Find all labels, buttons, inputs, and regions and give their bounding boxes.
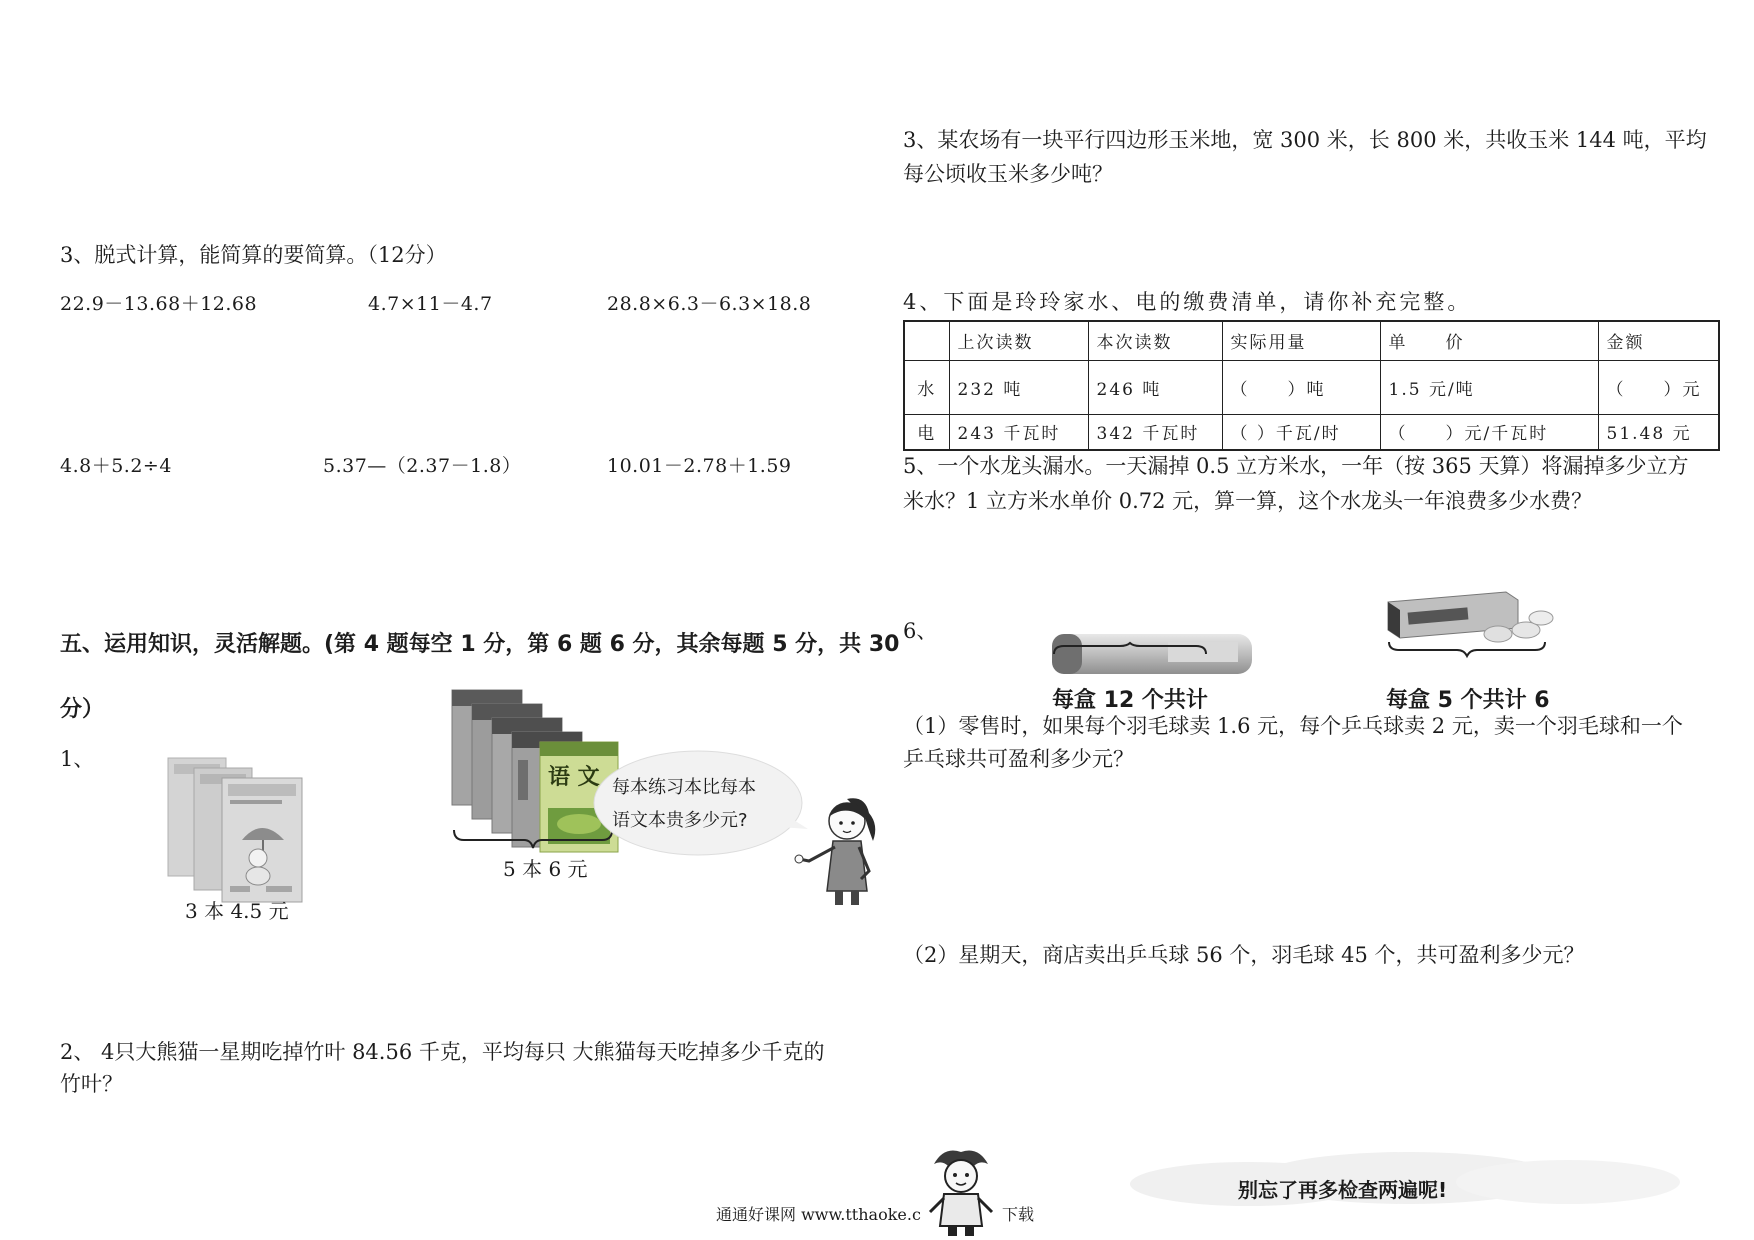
question-text: 每公顷收玉米多少吨？ <box>903 162 1113 186</box>
table-header-cell: 本次读数 <box>1088 321 1222 360</box>
section-heading-continued: 分） <box>60 697 105 722</box>
table-header-cell: 金额 <box>1598 321 1719 360</box>
bubble-line: 每本练习本比每本 <box>612 777 756 798</box>
bubble-line: 语文本贵多少元? <box>612 810 748 831</box>
table-cell: （ ）元/千瓦时 <box>1380 414 1598 450</box>
question-text: （1）零售时，如果每个羽毛球卖 1.6 元，每个乒乓球卖 2 元，卖一个羽毛球和一个 <box>903 714 1683 738</box>
table-header-cell <box>904 321 949 360</box>
calc-title: 3、脱式计算，能简算的要简算。（12分） <box>60 243 447 267</box>
question-text: 竹叶？ <box>60 1072 123 1096</box>
calc-expression: 4.7×11－4.7 <box>368 293 493 315</box>
section-heading: 五、运用知识，灵活解题。(第 4 题每空 1 分，第 6 题 6 分，其余每题 5 分，共 30 <box>60 632 900 657</box>
question-text: 5、一个水龙头漏水。一天漏掉 0.5 立方米水，一年（按 365 天算）将漏掉多少立方 <box>903 454 1689 478</box>
price-caption-clipped <box>1386 683 1586 713</box>
reminder-clipped <box>1238 1178 1478 1202</box>
calc-expression: 5.37—（2.37－1.8） <box>323 455 522 477</box>
price-caption: 3 本 4.5 元 <box>185 899 289 923</box>
calc-expression: 22.9－13.68＋12.68 <box>60 293 258 315</box>
table-header-cell: 上次读数 <box>949 321 1088 360</box>
question-text: 乒乓球共可盈利多少元？ <box>903 747 1134 771</box>
question-number: 6、 <box>903 619 938 643</box>
table-row <box>904 360 1719 414</box>
calc-expression: 28.8×6.3－6.3×18.8 <box>607 293 812 315</box>
brace <box>1052 642 1208 660</box>
footer-site: 通通好课网 www.tthaoke.c <box>716 1205 921 1224</box>
table-cell: 243 千瓦时 <box>949 414 1088 450</box>
question-text: （2）星期天，商店卖出乒乓球 56 个，羽毛球 45 个，共可盈利多少元？ <box>903 943 1585 967</box>
table-header-row <box>904 321 1719 360</box>
table-cell: 水 <box>904 360 949 414</box>
question-text: 4、下面是玲玲家水、电的缴费清单，请你补充完整。 <box>903 290 1472 314</box>
calc-expression: 10.01－2.78＋1.59 <box>607 455 792 477</box>
speech-bubble <box>590 745 810 863</box>
table-cell: 51.48 元 <box>1598 414 1719 450</box>
question-text: 3、某农场有一块平行四边形玉米地，宽 300 米，长 800 米，共收玉米 144 吨，平均 <box>903 128 1707 152</box>
brace <box>1387 640 1547 658</box>
question-text: 米水？1 立方米水单价 0.72 元，算一算，这个水龙头一年浪费多少水费？ <box>903 489 1593 513</box>
price-caption: 每盒 5 个共计 6 <box>1386 688 1550 713</box>
table-cell: 1.5 元/吨 <box>1380 360 1598 414</box>
table-cell: （ ）元 <box>1598 360 1719 414</box>
book-cover-title: 语 文 <box>548 764 600 790</box>
table-cell: 246 吨 <box>1088 360 1222 414</box>
calc-expression: 4.8＋5.2÷4 <box>60 455 172 477</box>
table-header-cell: 实际用量 <box>1222 321 1380 360</box>
table-cell: 电 <box>904 414 949 450</box>
table-row <box>904 414 1719 450</box>
price-caption: 5 本 6 元 <box>503 857 588 881</box>
table-cell: （ ）吨 <box>1222 360 1380 414</box>
reminder-text: 别忘了再多检查两遍呢! <box>1238 1178 1448 1202</box>
girl-figure <box>795 795 883 907</box>
question-text: 2、 4只大熊猫一星期吃掉竹叶 84.56 千克，平均每只 大熊猫每天吃掉多少千克的 <box>60 1040 825 1064</box>
table-header-cell: 单 价 <box>1380 321 1598 360</box>
footer-download: 下载 <box>1002 1205 1035 1224</box>
exercise-book-stack <box>166 758 306 904</box>
mascot-figure <box>924 1146 998 1238</box>
price-caption-clipped <box>1052 683 1262 713</box>
utility-bill-table <box>903 320 1720 451</box>
question-number: 1、 <box>60 747 95 771</box>
table-cell: 232 吨 <box>949 360 1088 414</box>
price-caption: 每盒 12 个共计 <box>1052 688 1208 713</box>
table-cell: （ ）千瓦/时 <box>1222 414 1380 450</box>
table-cell: 342 千瓦时 <box>1088 414 1222 450</box>
